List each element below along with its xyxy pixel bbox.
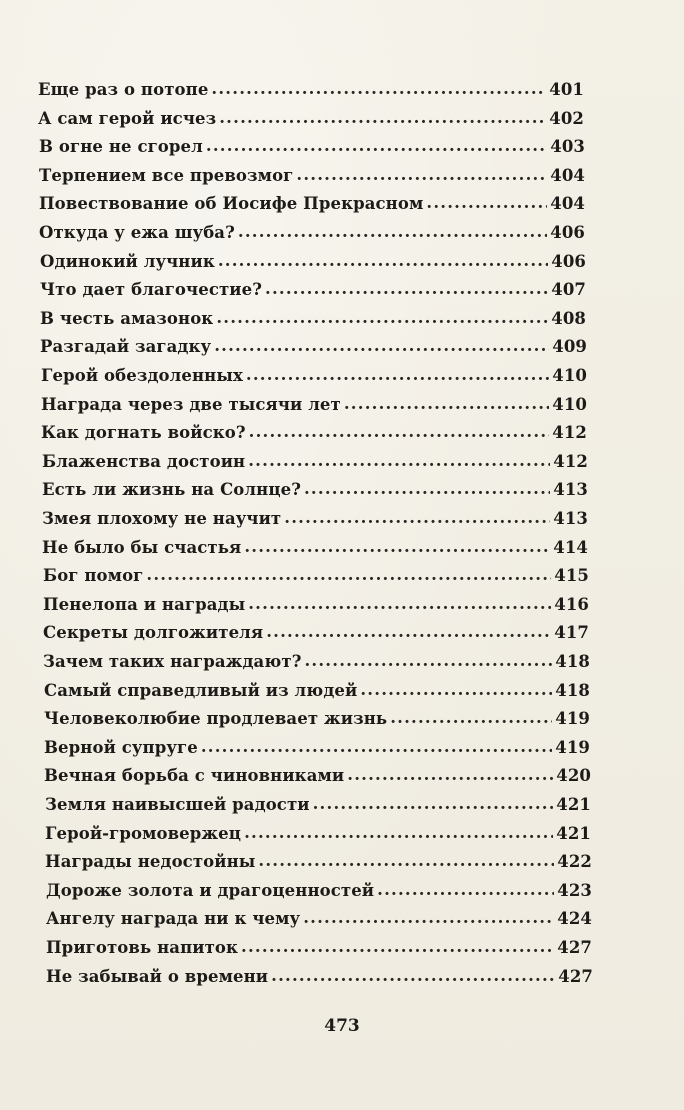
toc-entry-title: Откуда у ежа шуба? xyxy=(39,223,235,242)
dot-leader xyxy=(265,279,548,298)
toc-entry xyxy=(40,280,586,308)
toc-entry xyxy=(41,366,587,394)
dot-leader xyxy=(360,680,552,699)
toc-entry xyxy=(46,938,592,966)
dot-leader xyxy=(246,365,549,384)
toc-entry-page: 427 xyxy=(558,967,593,986)
toc-entry xyxy=(46,881,592,909)
toc-entry-page: 406 xyxy=(551,252,586,271)
toc-entry-page: 408 xyxy=(551,309,586,328)
toc-entry-page: 420 xyxy=(556,766,591,785)
toc-entry-page: 417 xyxy=(554,623,589,642)
dot-leader xyxy=(266,622,551,641)
toc-entry-page: 418 xyxy=(555,681,590,700)
toc-entry xyxy=(43,566,589,594)
toc-entry-title: Не забывай о времени xyxy=(46,967,269,986)
toc-entry xyxy=(43,623,589,651)
toc-entry xyxy=(44,709,590,737)
toc-entry-title: Самый справедливый из людей xyxy=(44,681,358,700)
toc-entry-title: Ангелу награда ни к чему xyxy=(46,909,301,928)
dot-leader xyxy=(216,308,548,327)
toc-entry-title: Что дает благочестие? xyxy=(40,280,262,299)
toc-entry-page: 423 xyxy=(557,881,592,900)
toc-entry-title: Пенелопа и награды xyxy=(43,595,246,614)
toc-entry xyxy=(40,337,587,365)
toc-entry xyxy=(42,538,588,566)
toc-entry-page: 424 xyxy=(557,909,592,928)
toc-entry xyxy=(45,852,592,880)
toc-entry-title: Награды недостойны xyxy=(45,852,256,871)
toc-entry xyxy=(42,509,588,537)
toc-entry xyxy=(43,652,590,680)
toc-entry xyxy=(40,252,586,280)
dot-leader xyxy=(219,108,546,127)
toc-entry xyxy=(38,109,584,137)
toc-entry xyxy=(39,194,585,222)
toc-entry-title: Человеколюбие продлевает жизнь xyxy=(44,709,388,728)
toc-entry-page: 404 xyxy=(550,194,585,213)
dot-leader xyxy=(347,765,553,784)
toc-entry xyxy=(40,309,586,337)
toc-entry-title: Блаженства достоин xyxy=(42,452,246,471)
toc-entry-page: 401 xyxy=(549,80,584,99)
toc-entry xyxy=(42,480,588,508)
dot-leader xyxy=(206,136,547,155)
toc-entry-page: 427 xyxy=(557,938,592,957)
toc-entry-page: 404 xyxy=(550,166,585,185)
toc-entry xyxy=(39,166,585,194)
dot-leader xyxy=(218,251,548,270)
dot-leader xyxy=(211,79,546,98)
toc-entry-page: 419 xyxy=(555,738,590,757)
dot-leader xyxy=(284,508,550,527)
dot-leader xyxy=(296,165,547,184)
dot-leader xyxy=(244,537,550,556)
dot-leader xyxy=(271,966,555,985)
toc-entry-title: Награда через две тысячи лет xyxy=(41,395,341,414)
toc-entry-title: Секреты долгожителя xyxy=(43,623,264,642)
toc-entry-title: Как догнать войско? xyxy=(41,423,246,442)
toc-entry xyxy=(46,967,593,995)
toc-entry-page: 406 xyxy=(550,223,585,242)
toc-entry-page: 413 xyxy=(553,480,588,499)
toc-entry-title: Повествование об Иосифе Прекрасном xyxy=(39,194,424,213)
dot-leader xyxy=(426,193,547,212)
toc-entry-title: Разгадай загадку xyxy=(40,337,212,356)
dot-leader xyxy=(303,908,554,927)
dot-leader xyxy=(249,422,550,441)
dot-leader xyxy=(390,708,552,727)
toc-entry xyxy=(41,395,587,423)
dot-leader xyxy=(304,651,552,670)
toc-entry-page: 416 xyxy=(554,595,589,614)
dot-leader xyxy=(248,594,551,613)
toc-entry-page: 410 xyxy=(552,366,587,385)
toc-entry-page: 410 xyxy=(552,395,587,414)
toc-entry xyxy=(45,824,591,852)
toc-entry-page: 419 xyxy=(555,709,590,728)
toc-entry-title: Земля наивысшей радости xyxy=(45,795,310,814)
toc-entry-page: 421 xyxy=(556,795,591,814)
toc-entry-page: 421 xyxy=(556,824,591,843)
dot-leader xyxy=(248,451,550,470)
toc-entry xyxy=(44,681,590,709)
toc-entry-title: Вечная борьба с чиновниками xyxy=(44,766,345,785)
toc-entry-title: Дороже золота и драгоценностей xyxy=(46,881,375,900)
toc-entry-title: Бог помог xyxy=(43,566,144,585)
toc-entry-page: 418 xyxy=(555,652,590,671)
dot-leader xyxy=(214,336,549,355)
toc-entry xyxy=(39,137,585,165)
dot-leader xyxy=(244,823,553,842)
dot-leader xyxy=(304,479,550,498)
toc-entry xyxy=(44,738,590,766)
toc-entry-title: В честь амазонок xyxy=(40,309,214,328)
toc-entry-title: Герой-громовержец xyxy=(45,824,242,843)
toc-entry xyxy=(46,909,592,937)
toc-entry-page: 412 xyxy=(553,452,588,471)
dot-leader xyxy=(146,565,551,584)
toc-entry xyxy=(44,766,591,794)
toc-entry xyxy=(42,452,588,480)
dot-leader xyxy=(344,394,549,413)
dot-leader xyxy=(238,222,547,241)
toc-entry-title: Верной супруге xyxy=(44,738,198,757)
toc-entry-page: 412 xyxy=(552,423,587,442)
toc-entry-title: Герой обездоленных xyxy=(41,366,243,385)
toc-entry xyxy=(39,223,585,251)
toc-entry-page: 422 xyxy=(557,852,592,871)
toc-entry-title: Зачем таких награждают? xyxy=(43,652,302,671)
toc-entry-title: Терпением все превозмог xyxy=(39,166,294,185)
toc-entry-page: 413 xyxy=(553,509,588,528)
toc-entry-title: Змея плохому не научит xyxy=(42,509,282,528)
toc-entry xyxy=(45,795,591,823)
toc-entry-title: В огне не сгорел xyxy=(39,137,203,156)
toc-entry-page: 409 xyxy=(552,337,587,356)
dot-leader xyxy=(313,794,554,813)
toc-entry-title: А сам герой исчез xyxy=(38,109,217,128)
toc-entry xyxy=(41,423,587,451)
toc-entry-title: Не было бы счастья xyxy=(42,538,242,557)
dot-leader xyxy=(258,851,554,870)
toc-entry-page: 415 xyxy=(554,566,589,585)
toc-entry xyxy=(38,80,584,108)
dot-leader xyxy=(201,737,552,756)
toc-entry-title: Еще раз о потопе xyxy=(38,80,209,99)
toc-entry-page: 402 xyxy=(549,109,584,128)
page-number: 473 xyxy=(324,1016,360,1036)
toc-entry xyxy=(43,595,589,623)
toc-entry-page: 407 xyxy=(551,280,586,299)
dot-leader xyxy=(241,937,554,956)
toc-entry-title: Одинокий лучник xyxy=(40,252,215,271)
dot-leader xyxy=(377,880,554,899)
toc-entry-page: 414 xyxy=(553,538,588,557)
toc-entry-page: 403 xyxy=(550,137,585,156)
toc-entry-title: Приготовь напиток xyxy=(46,938,239,957)
toc-entry-title: Есть ли жизнь на Солнце? xyxy=(42,480,301,499)
